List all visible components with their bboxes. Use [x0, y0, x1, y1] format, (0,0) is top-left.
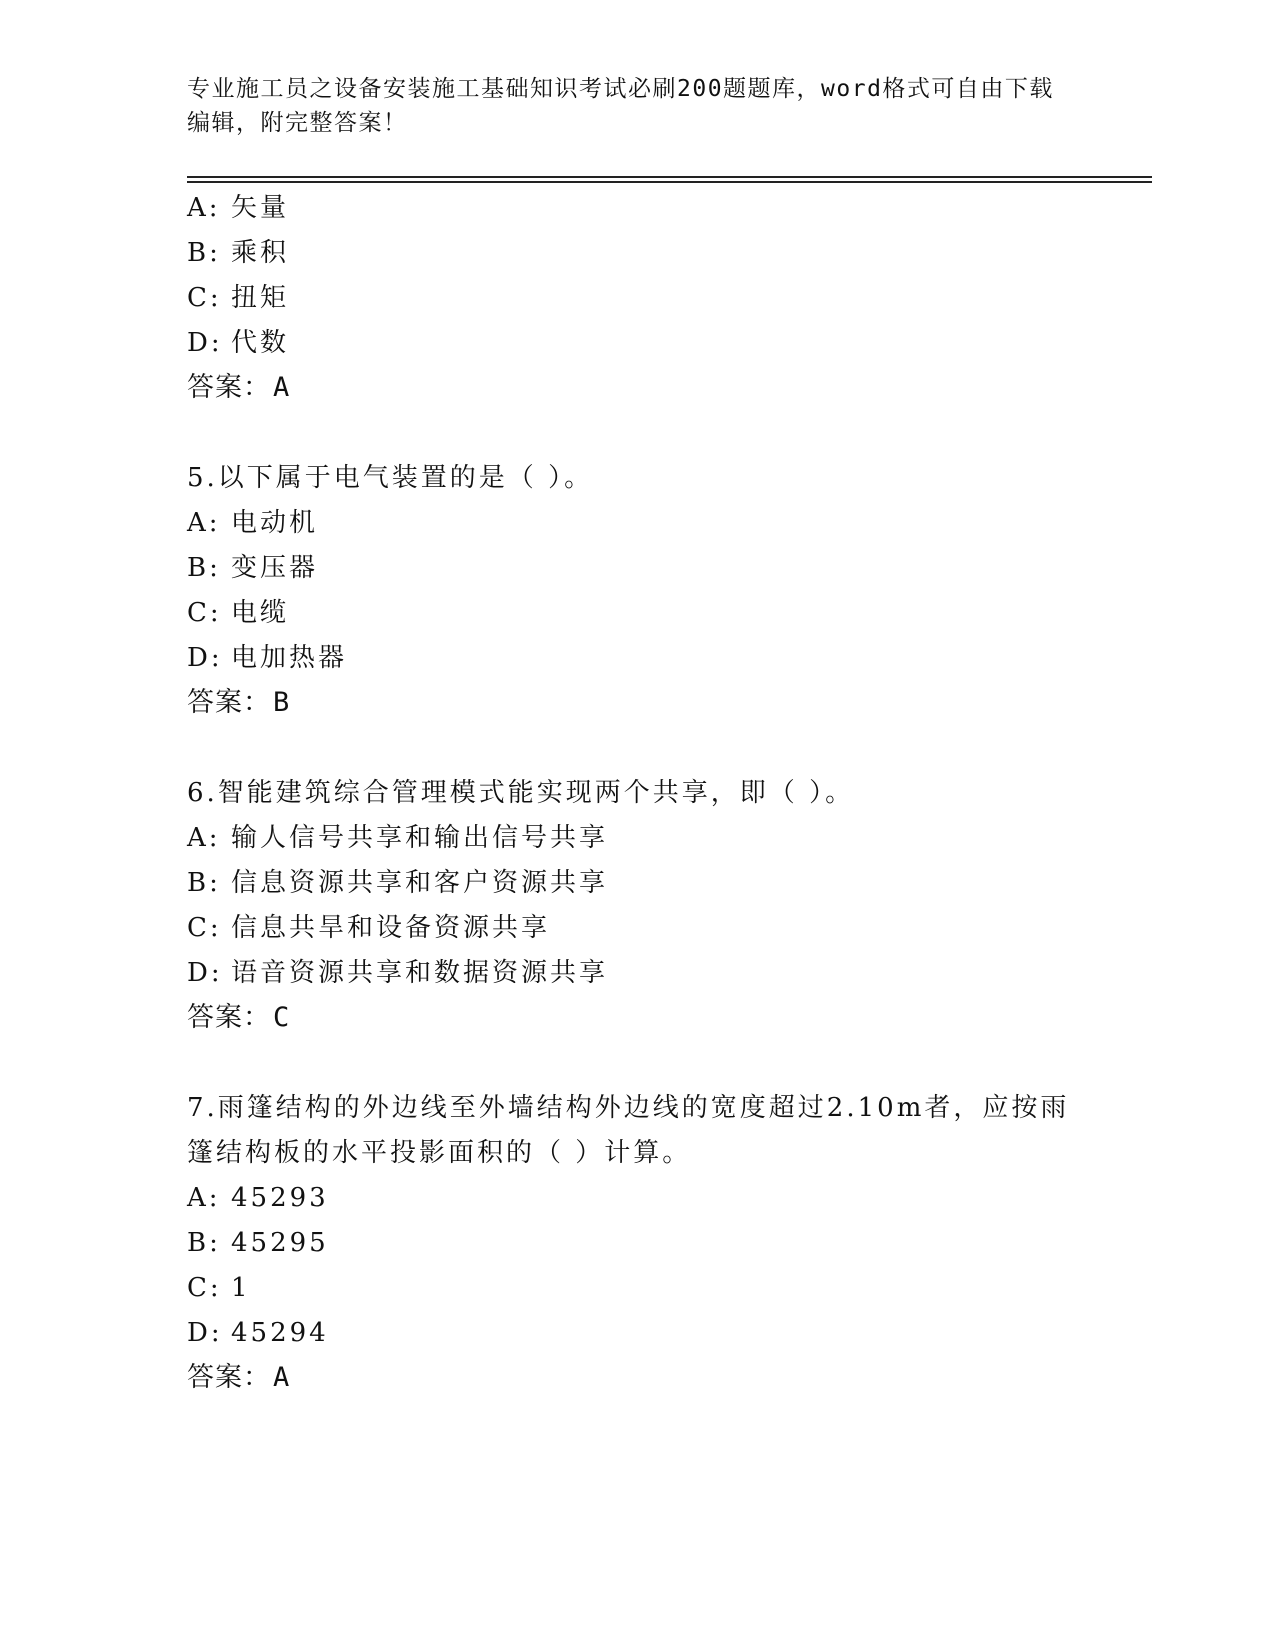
q7-option-b — [187, 1225, 329, 1261]
option-letter: D: — [187, 1318, 223, 1348]
option-letter: A: — [187, 508, 221, 538]
q6-question: 6.智能建筑综合管理模式能实现两个共享，即（ ）。 — [187, 778, 855, 808]
answer-value: B — [273, 687, 291, 718]
q7-option-a — [187, 1180, 329, 1216]
option-letter: D: — [187, 328, 223, 358]
q5-answer — [187, 685, 290, 721]
option-text: 扭矩 — [231, 283, 290, 313]
option-text: 变压器 — [231, 553, 319, 583]
option-text: 语音资源共享和数据资源共享 — [231, 958, 609, 988]
q4-option-b — [187, 235, 289, 271]
option-text: 45294 — [231, 1318, 329, 1348]
q4-option-d — [187, 325, 289, 361]
document-header — [187, 72, 1067, 140]
q7-question-line-1: 7.雨篷结构的外边线至外墙结构外边线的宽度超过2.10m者，应按雨 — [187, 1093, 1070, 1123]
q6-option-b — [187, 865, 608, 901]
option-letter: A: — [187, 823, 221, 853]
option-letter: A: — [187, 1183, 221, 1213]
answer-value: C — [273, 1002, 291, 1033]
option-letter: B: — [187, 553, 221, 583]
q7-option-d — [187, 1315, 329, 1351]
q5-question: 5.以下属于电气装置的是（ ）。 — [187, 463, 594, 493]
answer-value: A — [273, 1362, 291, 1393]
option-letter: C: — [187, 598, 222, 628]
option-text: 矢量 — [231, 193, 290, 223]
option-text: 电动机 — [231, 508, 319, 538]
q4-option-c — [187, 280, 289, 316]
header-divider-bottom — [187, 181, 1152, 183]
q7-question-line-2: 篷结构板的水平投影面积的（ ）计算。 — [187, 1138, 692, 1168]
q5-option-c — [187, 595, 289, 631]
option-letter: A: — [187, 193, 221, 223]
option-letter: D: — [187, 958, 223, 988]
answer-label: 答案： — [187, 372, 271, 403]
header-divider-top — [187, 176, 1152, 178]
header-line-1: 专业施工员之设备安装施工基础知识考试必刷200题题库，word格式可自由下载 — [187, 76, 1054, 102]
option-text: 电缆 — [231, 598, 290, 628]
option-letter: B: — [187, 868, 221, 898]
q5-option-a — [187, 505, 318, 541]
option-letter: B: — [187, 238, 221, 268]
option-text: 信息共旱和设备资源共享 — [231, 913, 551, 943]
q4-option-a — [187, 190, 289, 226]
q7-option-c — [187, 1270, 251, 1306]
q6-option-d — [187, 955, 608, 991]
option-letter: C: — [187, 913, 222, 943]
q7-answer — [187, 1360, 290, 1396]
q6-answer — [187, 1000, 290, 1036]
option-text: 45295 — [231, 1228, 329, 1258]
option-text: 乘积 — [231, 238, 290, 268]
q6-option-a — [187, 820, 608, 856]
option-text: 电加热器 — [231, 643, 348, 673]
q5-option-d — [187, 640, 347, 676]
answer-label: 答案： — [187, 687, 271, 718]
option-letter: B: — [187, 1228, 221, 1258]
option-text: 45293 — [231, 1183, 329, 1213]
answer-label: 答案： — [187, 1362, 271, 1393]
option-letter: C: — [187, 283, 222, 313]
option-text: 1 — [231, 1273, 251, 1303]
option-text: 代数 — [231, 328, 290, 358]
header-line-2: 编辑，附完整答案！ — [187, 110, 408, 136]
answer-label: 答案： — [187, 1002, 271, 1033]
option-letter: C: — [187, 1273, 222, 1303]
q4-answer — [187, 370, 290, 406]
q6-option-c — [187, 910, 550, 946]
q5-option-b — [187, 550, 318, 586]
option-letter: D: — [187, 643, 223, 673]
answer-value: A — [273, 372, 291, 403]
option-text: 输人信号共享和输出信号共享 — [231, 823, 609, 853]
option-text: 信息资源共享和客户资源共享 — [231, 868, 609, 898]
